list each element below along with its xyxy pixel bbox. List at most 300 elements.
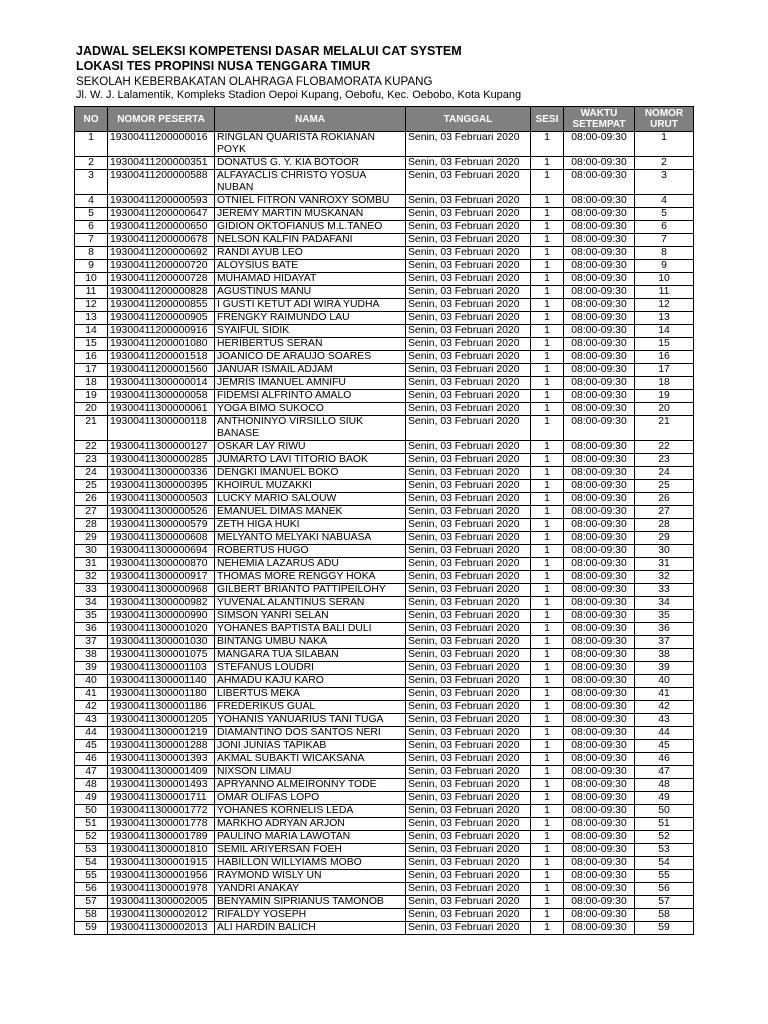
cell-tanggal: Senin, 03 Februari 2020 (406, 480, 531, 493)
cell-waktu: 08:00-09:30 (564, 519, 635, 532)
cell-waktu: 08:00-09:30 (564, 441, 635, 454)
cell-no: 30 (75, 545, 108, 558)
table-row (75, 584, 694, 597)
cell-sesi: 1 (531, 753, 564, 766)
cell-nomor-urut: 21 (635, 416, 694, 441)
cell-sesi: 1 (531, 805, 564, 818)
cell-nama: MELYANTO MELYAKI NABUASA (215, 532, 406, 545)
cell-nomor-peserta: 19300411300000014 (108, 377, 215, 390)
cell-nama: ALFAYACLIS CHRISTO YOSUA NUBAN (215, 170, 406, 195)
cell-waktu: 08:00-09:30 (564, 403, 635, 416)
cell-no: 7 (75, 234, 108, 247)
cell-tanggal: Senin, 03 Februari 2020 (406, 247, 531, 260)
cell-no: 23 (75, 454, 108, 467)
cell-sesi: 1 (531, 688, 564, 701)
cell-waktu: 08:00-09:30 (564, 883, 635, 896)
cell-waktu: 08:00-09:30 (564, 571, 635, 584)
cell-nama: STEFANUS LOUDRI (215, 662, 406, 675)
cell-sesi: 1 (531, 896, 564, 909)
column-header-nomor-urut: NOMOR URUT (635, 107, 694, 132)
cell-tanggal: Senin, 03 Februari 2020 (406, 779, 531, 792)
cell-tanggal: Senin, 03 Februari 2020 (406, 390, 531, 403)
cell-sesi: 1 (531, 364, 564, 377)
cell-nama: BENYAMIN SIPRIANUS TAMONOB (215, 896, 406, 909)
cell-sesi: 1 (531, 403, 564, 416)
cell-nama: JEMRIS IMANUEL AMNIFU (215, 377, 406, 390)
cell-nomor-peserta: 19300411300000694 (108, 545, 215, 558)
cell-nama: ALI HARDIN BALICH (215, 922, 406, 935)
cell-waktu: 08:00-09:30 (564, 714, 635, 727)
cell-nama: GIDION OKTOFIANUS M.L.TANEO (215, 221, 406, 234)
cell-nama: ALOYSIUS BATE (215, 260, 406, 273)
cell-sesi: 1 (531, 701, 564, 714)
cell-nomor-urut: 32 (635, 571, 694, 584)
cell-nomor-peserta: 19300411300001103 (108, 662, 215, 675)
column-header-nama: NAMA (215, 107, 406, 132)
cell-tanggal: Senin, 03 Februari 2020 (406, 870, 531, 883)
cell-nama: RIFALDY YOSEPH (215, 909, 406, 922)
cell-nama: HABILLON WILLYIAMS MOBO (215, 857, 406, 870)
cell-sesi: 1 (531, 597, 564, 610)
cell-waktu: 08:00-09:30 (564, 597, 635, 610)
cell-waktu: 08:00-09:30 (564, 351, 635, 364)
cell-sesi: 1 (531, 195, 564, 208)
cell-nomor-peserta: 19300411300001915 (108, 857, 215, 870)
table-row (75, 325, 694, 338)
school-address: Jl. W. J. Lalamentik, Kompleks Stadion Oepoi Kupang, Oebofu, Kec. Oebobo, Kota Kupang (76, 89, 522, 101)
cell-nomor-urut: 58 (635, 909, 694, 922)
table-row (75, 454, 694, 467)
cell-nomor-urut: 17 (635, 364, 694, 377)
cell-sesi: 1 (531, 909, 564, 922)
cell-waktu: 08:00-09:30 (564, 922, 635, 935)
table-row (75, 260, 694, 273)
cell-nama: DONATUS G. Y. KIA BOTOOR (215, 157, 406, 170)
cell-sesi: 1 (531, 299, 564, 312)
cell-no: 21 (75, 416, 108, 441)
cell-no: 15 (75, 338, 108, 351)
cell-nama: MANGARA TUA SILABAN (215, 649, 406, 662)
cell-tanggal: Senin, 03 Februari 2020 (406, 727, 531, 740)
cell-nomor-urut: 51 (635, 818, 694, 831)
cell-tanggal: Senin, 03 Februari 2020 (406, 688, 531, 701)
cell-no: 42 (75, 701, 108, 714)
cell-no: 56 (75, 883, 108, 896)
cell-nomor-peserta: 19300411200000647 (108, 208, 215, 221)
column-header-nomor-peserta: NOMOR PESERTA (108, 107, 215, 132)
cell-nomor-peserta: 19300411300001778 (108, 818, 215, 831)
cell-nomor-peserta: 19300411200001518 (108, 351, 215, 364)
cell-no: 17 (75, 364, 108, 377)
cell-waktu: 08:00-09:30 (564, 831, 635, 844)
cell-nama: I GUSTI KETUT ADI WIRA YUDHA (215, 299, 406, 312)
cell-tanggal: Senin, 03 Februari 2020 (406, 610, 531, 623)
cell-nama: SYAIFUL SIDIK (215, 325, 406, 338)
cell-nomor-peserta: 19300411200000588 (108, 170, 215, 195)
cell-nomor-urut: 43 (635, 714, 694, 727)
cell-sesi: 1 (531, 454, 564, 467)
cell-no: 51 (75, 818, 108, 831)
cell-nomor-peserta: 19300411300001180 (108, 688, 215, 701)
cell-sesi: 1 (531, 792, 564, 805)
table-row (75, 688, 694, 701)
cell-nama: MUHAMAD HIDAYAT (215, 273, 406, 286)
cell-nomor-peserta: 19300411300001020 (108, 623, 215, 636)
cell-no: 26 (75, 493, 108, 506)
cell-sesi: 1 (531, 390, 564, 403)
cell-nomor-urut: 33 (635, 584, 694, 597)
cell-tanggal: Senin, 03 Februari 2020 (406, 260, 531, 273)
cell-waktu: 08:00-09:30 (564, 506, 635, 519)
cell-sesi: 1 (531, 571, 564, 584)
table-row (75, 571, 694, 584)
cell-nomor-peserta: 19300411300001978 (108, 883, 215, 896)
cell-nomor-peserta: 19300411300000990 (108, 610, 215, 623)
cell-nomor-urut: 55 (635, 870, 694, 883)
cell-waktu: 08:00-09:30 (564, 416, 635, 441)
cell-nama: HERIBERTUS SERAN (215, 338, 406, 351)
cell-nama: OMAR OLIFAS LOPO (215, 792, 406, 805)
cell-nomor-urut: 36 (635, 623, 694, 636)
cell-waktu: 08:00-09:30 (564, 260, 635, 273)
cell-nama: OSKAR LAY RIWU (215, 441, 406, 454)
table-row (75, 922, 694, 935)
cell-nomor-peserta: 19300411200000650 (108, 221, 215, 234)
cell-waktu: 08:00-09:30 (564, 636, 635, 649)
table-row (75, 519, 694, 532)
cell-no: 58 (75, 909, 108, 922)
cell-waktu: 08:00-09:30 (564, 221, 635, 234)
cell-nomor-urut: 46 (635, 753, 694, 766)
cell-sesi: 1 (531, 441, 564, 454)
cell-no: 22 (75, 441, 108, 454)
cell-nama: RANDI AYUB LEO (215, 247, 406, 260)
cell-tanggal: Senin, 03 Februari 2020 (406, 325, 531, 338)
cell-waktu: 08:00-09:30 (564, 805, 635, 818)
cell-sesi: 1 (531, 831, 564, 844)
cell-nomor-urut: 5 (635, 208, 694, 221)
cell-sesi: 1 (531, 286, 564, 299)
table-row (75, 792, 694, 805)
cell-tanggal: Senin, 03 Februari 2020 (406, 195, 531, 208)
cell-waktu: 08:00-09:30 (564, 844, 635, 857)
table-row (75, 532, 694, 545)
cell-nomor-urut: 53 (635, 844, 694, 857)
cell-nama: OTNIEL FITRON VANROXY SOMBU (215, 195, 406, 208)
cell-nomor-peserta: 19300411200000916 (108, 325, 215, 338)
cell-nomor-urut: 2 (635, 157, 694, 170)
cell-nomor-urut: 41 (635, 688, 694, 701)
cell-tanggal: Senin, 03 Februari 2020 (406, 558, 531, 571)
cell-sesi: 1 (531, 157, 564, 170)
cell-nomor-peserta: 19300411300001030 (108, 636, 215, 649)
cell-nomor-peserta: 19300411300001393 (108, 753, 215, 766)
cell-no: 52 (75, 831, 108, 844)
cell-sesi: 1 (531, 132, 564, 157)
cell-nomor-peserta: 19300411300000061 (108, 403, 215, 416)
cell-no: 53 (75, 844, 108, 857)
cell-waktu: 08:00-09:30 (564, 701, 635, 714)
cell-nomor-urut: 57 (635, 896, 694, 909)
cell-nama: JOANICO DE ARAUJO SOARES (215, 351, 406, 364)
cell-sesi: 1 (531, 247, 564, 260)
cell-sesi: 1 (531, 844, 564, 857)
table-row (75, 805, 694, 818)
table-row (75, 441, 694, 454)
cell-nama: YOHANIS YANUARIUS TANI TUGA (215, 714, 406, 727)
cell-nama: PAULINO MARIA LAWOTAN (215, 831, 406, 844)
table-row (75, 818, 694, 831)
cell-nomor-urut: 4 (635, 195, 694, 208)
cell-tanggal: Senin, 03 Februari 2020 (406, 766, 531, 779)
cell-nomor-peserta: 19300411300000870 (108, 558, 215, 571)
table-row (75, 390, 694, 403)
cell-sesi: 1 (531, 857, 564, 870)
cell-sesi: 1 (531, 325, 564, 338)
schedule-table (74, 106, 694, 935)
cell-sesi: 1 (531, 610, 564, 623)
cell-nomor-peserta: 19300411200000016 (108, 132, 215, 157)
cell-tanggal: Senin, 03 Februari 2020 (406, 403, 531, 416)
table-row (75, 234, 694, 247)
school-name: SEKOLAH KEBERBAKATAN OLAHRAGA FLOBAMORATA KUPANG (76, 75, 433, 88)
table-row (75, 493, 694, 506)
cell-tanggal: Senin, 03 Februari 2020 (406, 740, 531, 753)
cell-no: 16 (75, 351, 108, 364)
cell-no: 5 (75, 208, 108, 221)
cell-tanggal: Senin, 03 Februari 2020 (406, 351, 531, 364)
table-row (75, 221, 694, 234)
cell-no: 14 (75, 325, 108, 338)
cell-nama: YUVENAL ALANTINUS SERAN (215, 597, 406, 610)
cell-sesi: 1 (531, 623, 564, 636)
cell-no: 44 (75, 727, 108, 740)
table-row (75, 740, 694, 753)
cell-sesi: 1 (531, 170, 564, 195)
cell-sesi: 1 (531, 779, 564, 792)
cell-no: 12 (75, 299, 108, 312)
cell-sesi: 1 (531, 338, 564, 351)
cell-no: 10 (75, 273, 108, 286)
cell-waktu: 08:00-09:30 (564, 610, 635, 623)
cell-tanggal: Senin, 03 Februari 2020 (406, 883, 531, 896)
cell-tanggal: Senin, 03 Februari 2020 (406, 922, 531, 935)
cell-nomor-peserta: 19300411300000336 (108, 467, 215, 480)
cell-nomor-peserta: 19300411300001956 (108, 870, 215, 883)
cell-tanggal: Senin, 03 Februari 2020 (406, 909, 531, 922)
cell-nama: LIBERTUS MEKA (215, 688, 406, 701)
cell-waktu: 08:00-09:30 (564, 454, 635, 467)
cell-no: 45 (75, 740, 108, 753)
table-row (75, 467, 694, 480)
cell-no: 6 (75, 221, 108, 234)
cell-nomor-peserta: 19300411300000058 (108, 390, 215, 403)
cell-nomor-urut: 31 (635, 558, 694, 571)
cell-no: 34 (75, 597, 108, 610)
cell-nomor-urut: 45 (635, 740, 694, 753)
cell-no: 2 (75, 157, 108, 170)
table-row (75, 610, 694, 623)
table-row (75, 170, 694, 195)
cell-waktu: 08:00-09:30 (564, 766, 635, 779)
cell-nomor-peserta: 19300411300001409 (108, 766, 215, 779)
cell-nomor-urut: 47 (635, 766, 694, 779)
cell-nama: ANTHONINYO VIRSILLO SIUK BANASE (215, 416, 406, 441)
cell-no: 9 (75, 260, 108, 273)
cell-waktu: 08:00-09:30 (564, 740, 635, 753)
cell-nomor-urut: 39 (635, 662, 694, 675)
cell-waktu: 08:00-09:30 (564, 558, 635, 571)
cell-nomor-peserta: 19300411300001288 (108, 740, 215, 753)
cell-sesi: 1 (531, 870, 564, 883)
cell-waktu: 08:00-09:30 (564, 870, 635, 883)
cell-no: 50 (75, 805, 108, 818)
cell-waktu: 08:00-09:30 (564, 779, 635, 792)
cell-nomor-peserta: 19300411300001810 (108, 844, 215, 857)
cell-nomor-peserta: 19300411300000526 (108, 506, 215, 519)
cell-waktu: 08:00-09:30 (564, 364, 635, 377)
cell-nama: LUCKY MARIO SALOUW (215, 493, 406, 506)
cell-nama: YOHANES BAPTISTA BALI DULI (215, 623, 406, 636)
cell-nama: APRYANNO ALMEIRONNY TODE (215, 779, 406, 792)
cell-nomor-urut: 11 (635, 286, 694, 299)
table-row (75, 870, 694, 883)
cell-waktu: 08:00-09:30 (564, 896, 635, 909)
cell-tanggal: Senin, 03 Februari 2020 (406, 170, 531, 195)
cell-nomor-peserta: 19300411300000503 (108, 493, 215, 506)
cell-nomor-peserta: 19300411300001075 (108, 649, 215, 662)
cell-no: 4 (75, 195, 108, 208)
cell-nomor-urut: 10 (635, 273, 694, 286)
cell-no: 46 (75, 753, 108, 766)
cell-nomor-urut: 37 (635, 636, 694, 649)
table-row (75, 675, 694, 688)
cell-tanggal: Senin, 03 Februari 2020 (406, 857, 531, 870)
cell-nama: JONI JUNIAS TAPIKAB (215, 740, 406, 753)
cell-waktu: 08:00-09:30 (564, 390, 635, 403)
cell-nomor-urut: 18 (635, 377, 694, 390)
cell-no: 55 (75, 870, 108, 883)
table-row (75, 480, 694, 493)
cell-waktu: 08:00-09:30 (564, 909, 635, 922)
column-header-no: NO (75, 107, 108, 132)
cell-sesi: 1 (531, 351, 564, 364)
cell-nama: FIDEMSI ALFRINTO AMALO (215, 390, 406, 403)
table-row (75, 338, 694, 351)
table-row (75, 312, 694, 325)
cell-waktu: 08:00-09:30 (564, 247, 635, 260)
table-row (75, 247, 694, 260)
cell-no: 18 (75, 377, 108, 390)
cell-sesi: 1 (531, 377, 564, 390)
table-row (75, 623, 694, 636)
cell-nama: DIAMANTINO DOS SANTOS NERI (215, 727, 406, 740)
table-row (75, 909, 694, 922)
cell-waktu: 08:00-09:30 (564, 286, 635, 299)
cell-waktu: 08:00-09:30 (564, 545, 635, 558)
cell-nomor-peserta: 19300411300000395 (108, 480, 215, 493)
cell-no: 35 (75, 610, 108, 623)
cell-nomor-peserta: 19300411300000968 (108, 584, 215, 597)
cell-nomor-peserta: 19300411200000855 (108, 299, 215, 312)
cell-no: 31 (75, 558, 108, 571)
cell-waktu: 08:00-09:30 (564, 792, 635, 805)
cell-no: 19 (75, 390, 108, 403)
cell-nomor-urut: 48 (635, 779, 694, 792)
cell-no: 36 (75, 623, 108, 636)
cell-tanggal: Senin, 03 Februari 2020 (406, 597, 531, 610)
cell-nama: AHMADU KAJU KARO (215, 675, 406, 688)
cell-nomor-peserta: 19300411200001080 (108, 338, 215, 351)
cell-tanggal: Senin, 03 Februari 2020 (406, 416, 531, 441)
cell-tanggal: Senin, 03 Februari 2020 (406, 312, 531, 325)
cell-sesi: 1 (531, 636, 564, 649)
table-row (75, 157, 694, 170)
cell-nomor-peserta: 19300411300000982 (108, 597, 215, 610)
cell-tanggal: Senin, 03 Februari 2020 (406, 338, 531, 351)
cell-no: 25 (75, 480, 108, 493)
table-row (75, 844, 694, 857)
cell-nomor-urut: 7 (635, 234, 694, 247)
cell-tanggal: Senin, 03 Februari 2020 (406, 649, 531, 662)
cell-no: 8 (75, 247, 108, 260)
cell-nomor-urut: 23 (635, 454, 694, 467)
cell-nomor-urut: 59 (635, 922, 694, 935)
cell-nama: BINTANG UMBU NAKA (215, 636, 406, 649)
cell-sesi: 1 (531, 312, 564, 325)
cell-nomor-urut: 19 (635, 390, 694, 403)
cell-nomor-peserta: 19300411300001789 (108, 831, 215, 844)
cell-nomor-urut: 9 (635, 260, 694, 273)
cell-no: 39 (75, 662, 108, 675)
cell-nama: KHOIRUL MUZAKKI (215, 480, 406, 493)
cell-nama: YOHANES KORNELIS LEDA (215, 805, 406, 818)
cell-tanggal: Senin, 03 Februari 2020 (406, 636, 531, 649)
cell-waktu: 08:00-09:30 (564, 662, 635, 675)
cell-sesi: 1 (531, 416, 564, 441)
cell-no: 28 (75, 519, 108, 532)
cell-no: 38 (75, 649, 108, 662)
cell-nomor-peserta: 19300411300001219 (108, 727, 215, 740)
cell-nomor-urut: 28 (635, 519, 694, 532)
cell-nomor-urut: 8 (635, 247, 694, 260)
cell-no: 33 (75, 584, 108, 597)
cell-nomor-urut: 22 (635, 441, 694, 454)
cell-sesi: 1 (531, 467, 564, 480)
cell-sesi: 1 (531, 584, 564, 597)
cell-waktu: 08:00-09:30 (564, 818, 635, 831)
cell-sesi: 1 (531, 273, 564, 286)
cell-waktu: 08:00-09:30 (564, 727, 635, 740)
cell-waktu: 08:00-09:30 (564, 338, 635, 351)
cell-nama: FRENGKY RAIMUNDO LAU (215, 312, 406, 325)
table-row (75, 364, 694, 377)
cell-no: 13 (75, 312, 108, 325)
cell-nomor-peserta: 19300411300001711 (108, 792, 215, 805)
cell-nomor-urut: 49 (635, 792, 694, 805)
cell-nama: RAYMOND WISLY UN (215, 870, 406, 883)
table-row (75, 753, 694, 766)
cell-nomor-urut: 38 (635, 649, 694, 662)
cell-nomor-peserta: 19300411300000127 (108, 441, 215, 454)
table-row (75, 714, 694, 727)
cell-no: 59 (75, 922, 108, 935)
cell-tanggal: Senin, 03 Februari 2020 (406, 753, 531, 766)
cell-nomor-urut: 52 (635, 831, 694, 844)
cell-nomor-urut: 34 (635, 597, 694, 610)
cell-tanggal: Senin, 03 Februari 2020 (406, 792, 531, 805)
cell-sesi: 1 (531, 714, 564, 727)
